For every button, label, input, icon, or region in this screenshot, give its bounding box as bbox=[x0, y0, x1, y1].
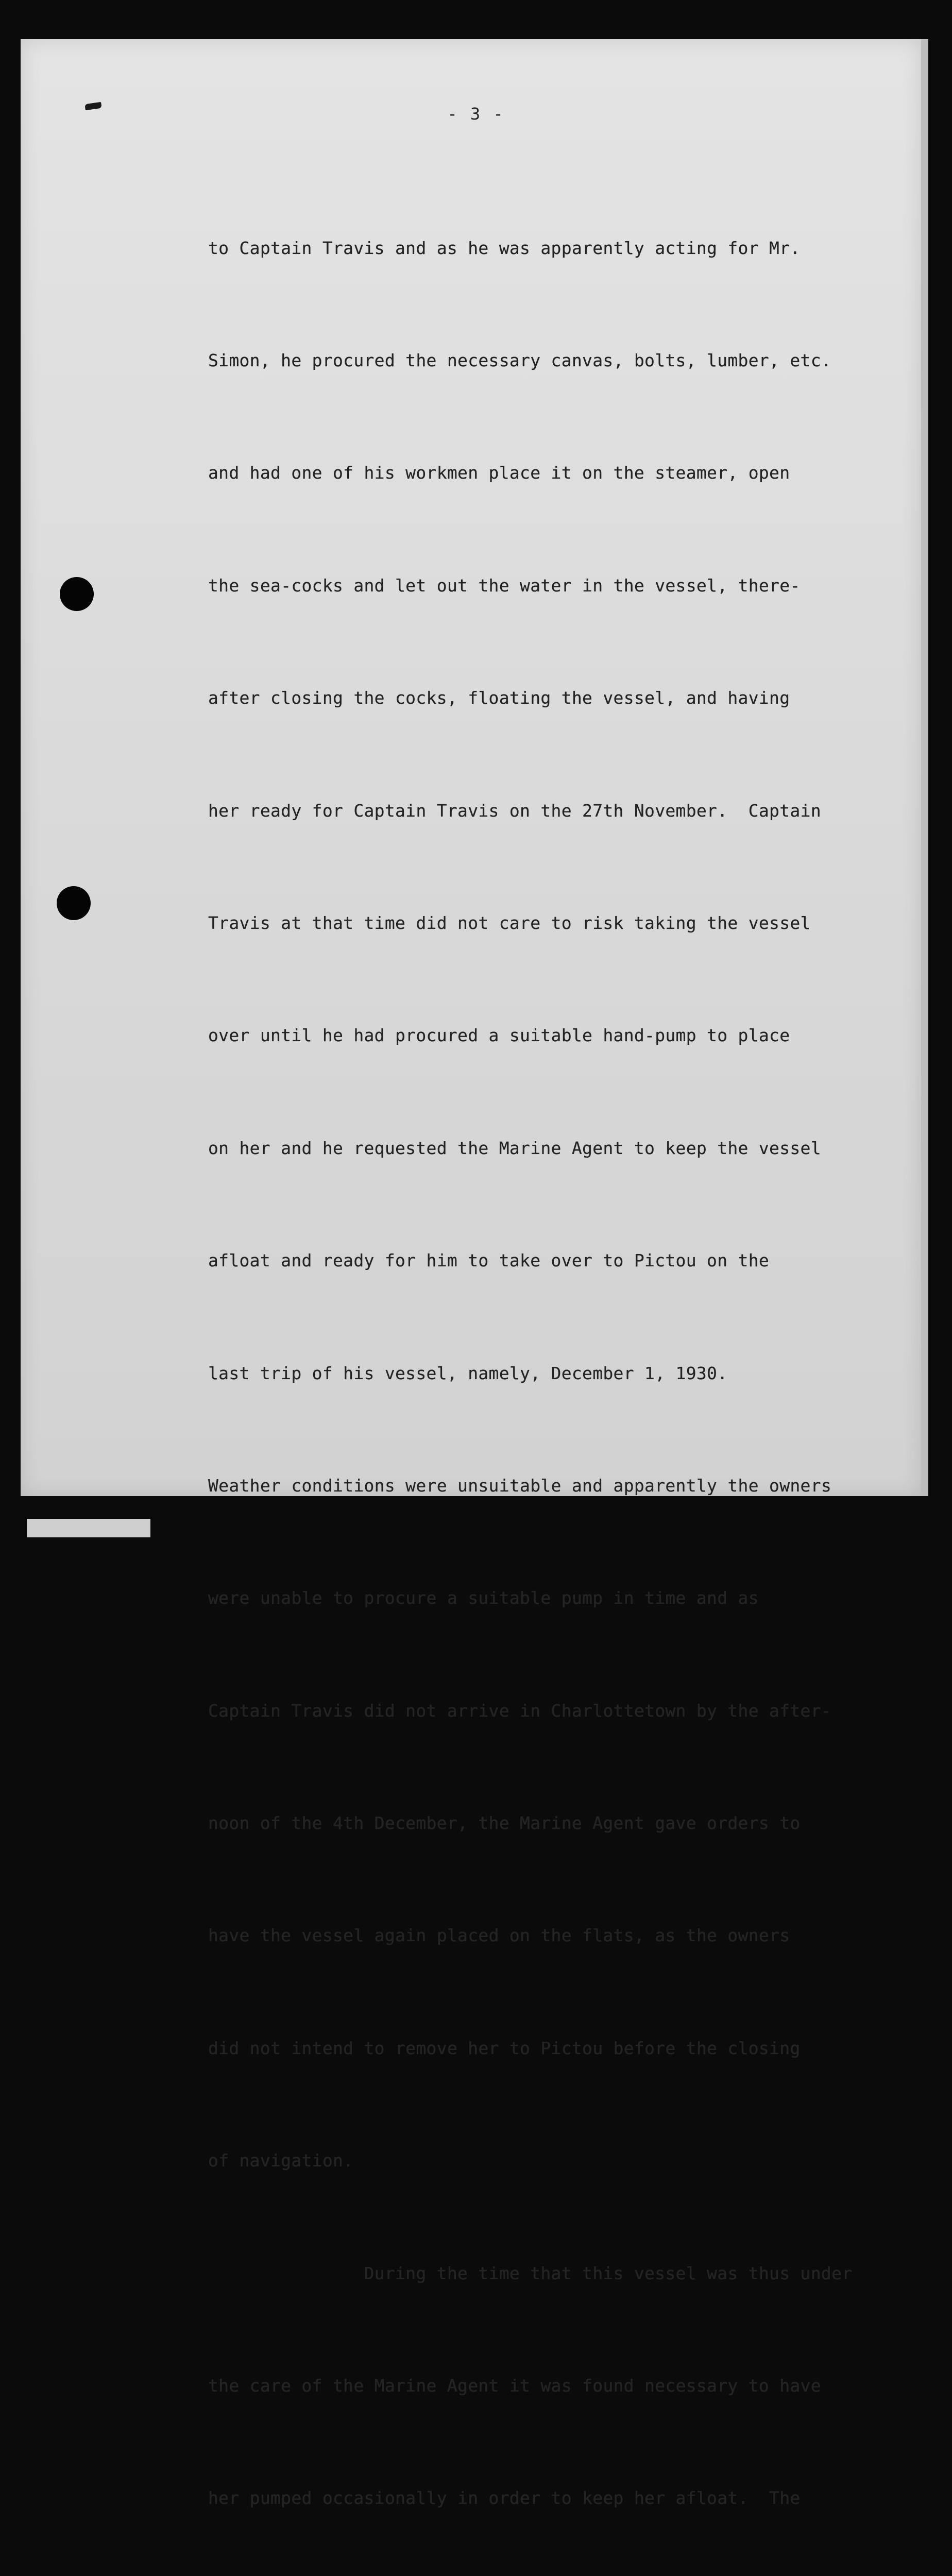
text-line: the care of the Marine Agent it was found necessary to have bbox=[208, 2376, 821, 2396]
body-text bbox=[208, 155, 909, 2576]
text-line: afloat and ready for him to take over to Pictou on the bbox=[208, 1250, 770, 1271]
page-edge bbox=[921, 39, 928, 1496]
text-line: to Captain Travis and as he was apparently acting for Mr. bbox=[208, 238, 801, 258]
text-line: Weather conditions were unsuitable and apparently the owners bbox=[208, 1475, 832, 1496]
punch-hole bbox=[57, 886, 91, 920]
text-line: her ready for Captain Travis on the 27th November. Captain bbox=[208, 800, 821, 821]
text-line: last trip of his vessel, namely, December 1, 1930. bbox=[208, 1363, 728, 1383]
text-line: were unable to procure a suitable pump in time and as bbox=[208, 1588, 759, 1608]
page-number: - 3 - bbox=[447, 104, 505, 124]
page-tab bbox=[27, 1519, 150, 1537]
punch-hole bbox=[60, 577, 94, 611]
text-line: of navigation. bbox=[208, 2150, 354, 2171]
text-line: the sea-cocks and let out the water in the vessel, there- bbox=[208, 575, 801, 596]
text-line: Simon, he procured the necessary canvas, bolts, lumber, etc. bbox=[208, 350, 832, 370]
text-line: Captain Travis did not arrive in Charlottetown by the after- bbox=[208, 1700, 832, 1721]
text-line: her pumped occasionally in order to keep her afloat. The bbox=[208, 2488, 801, 2509]
text-line: noon of the 4th December, the Marine Agent gave orders to bbox=[208, 1813, 801, 1834]
text-line: did not intend to remove her to Pictou before the closing bbox=[208, 2038, 801, 2058]
text-line: Travis at that time did not care to risk taking the vessel bbox=[208, 912, 811, 933]
text-line: over until he had procured a suitable hand-pump to place bbox=[208, 1025, 790, 1046]
text-line: and had one of his workmen place it on the steamer, open bbox=[208, 463, 790, 483]
text-line: on her and he requested the Marine Agent to keep the vessel bbox=[208, 1138, 821, 1158]
text-line: after closing the cocks, floating the vessel, and having bbox=[208, 688, 790, 708]
text-line: have the vessel again placed on the flats, as the owners bbox=[208, 1925, 790, 1946]
text-line: During the time that this vessel was thus under bbox=[208, 2263, 853, 2283]
